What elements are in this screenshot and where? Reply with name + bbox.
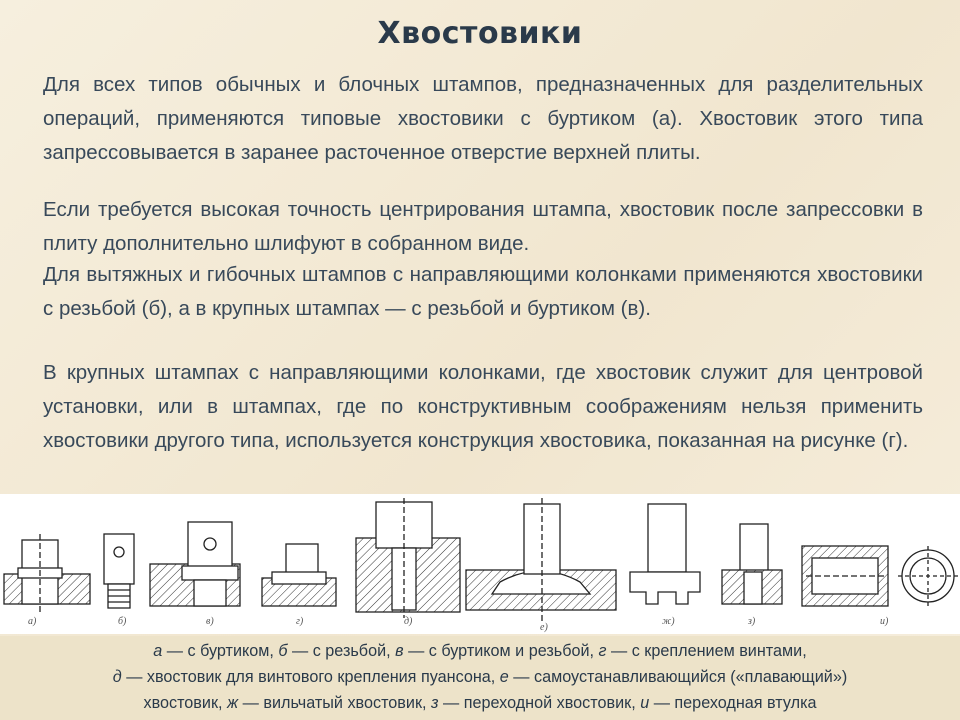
- fig-label-v: в): [206, 616, 214, 627]
- paragraph-2: Если требуется высокая точность центрирования штампа, хвостовик после запрессовки в плиту дополнительно шлифуют в собранном виде.: [43, 198, 923, 255]
- figure-caption: [0, 636, 960, 720]
- drawing-e: [466, 498, 616, 624]
- fig-label-i: и): [880, 616, 889, 627]
- caption-text-d: — хвостовик для винтового крепления пуансона,: [121, 668, 500, 686]
- fig-label-z: з): [748, 616, 756, 627]
- drawing-d: [356, 498, 460, 618]
- caption-key-a: а: [153, 642, 163, 660]
- fig-label-g: г): [296, 616, 304, 627]
- drawing-g: [262, 544, 336, 606]
- caption-text-v: — с буртиком и резьбой,: [403, 642, 599, 660]
- drawing-i: [802, 546, 958, 606]
- caption-text-z: — переходной хвостовик,: [438, 694, 641, 712]
- caption-key-i: и: [640, 694, 650, 712]
- drawing-v: [150, 522, 240, 606]
- fig-label-d: д): [404, 616, 413, 627]
- caption-key-e: е: [499, 668, 509, 686]
- fig-label-zh: ж): [662, 616, 675, 627]
- caption-text-a: — с буртиком,: [162, 642, 279, 660]
- caption-key-b: б: [278, 642, 288, 660]
- fig-label-b: б): [118, 616, 127, 627]
- caption-text-zh: — вильчатый хвостовик,: [238, 694, 432, 712]
- shank-drawings: [0, 494, 960, 634]
- figure-panel: [0, 494, 960, 634]
- caption-line-1: [0, 642, 960, 661]
- caption-text-pre: хвостовик,: [143, 694, 228, 712]
- drawing-a: [4, 534, 90, 612]
- drawing-zh: [630, 504, 700, 604]
- drawing-b: [104, 534, 134, 608]
- drawing-z: [722, 524, 782, 604]
- caption-key-zh: ж: [227, 694, 239, 712]
- caption-text-b: — с резьбой,: [287, 642, 396, 660]
- fig-label-a: а): [28, 616, 37, 627]
- paragraph-4: В крупных штампах с направляющими колонками, где хвостовик служит для центровой установки, или в штампах, где по конструктивным соображениям нельзя применить хвостовики другого типа, используется конструкция хвостовика, показанная на рисунке (г).: [43, 361, 923, 452]
- slide-title: Хвостовики: [377, 16, 583, 51]
- caption-text-g: — с креплением винтами,: [606, 642, 807, 660]
- caption-key-z: з: [431, 694, 439, 712]
- fig-label-e: е): [540, 622, 548, 633]
- caption-text-e: — самоустанавливающийся («плавающий»): [508, 668, 848, 686]
- caption-text-i: — переходная втулка: [649, 694, 817, 712]
- caption-key-d: д: [112, 668, 122, 686]
- caption-key-v: в: [395, 642, 404, 660]
- caption-line-3: [0, 694, 960, 713]
- caption-line-2: [0, 668, 960, 687]
- paragraph-3: Для вытяжных и гибочных штампов с направляющими колонками применяются хвостовики с резьбой (б), а в крупных штампах — с резьбой и буртиком (в).: [43, 263, 923, 320]
- paragraph-1: Для всех типов обычных и блочных штампов, предназначенных для разделительных операций, применяются типовые хвостовики с буртиком (а). Хвостовик этого типа запрессовывается в заранее расточенное отверстие верхней плиты.: [43, 73, 923, 164]
- caption-key-g: г: [598, 642, 607, 660]
